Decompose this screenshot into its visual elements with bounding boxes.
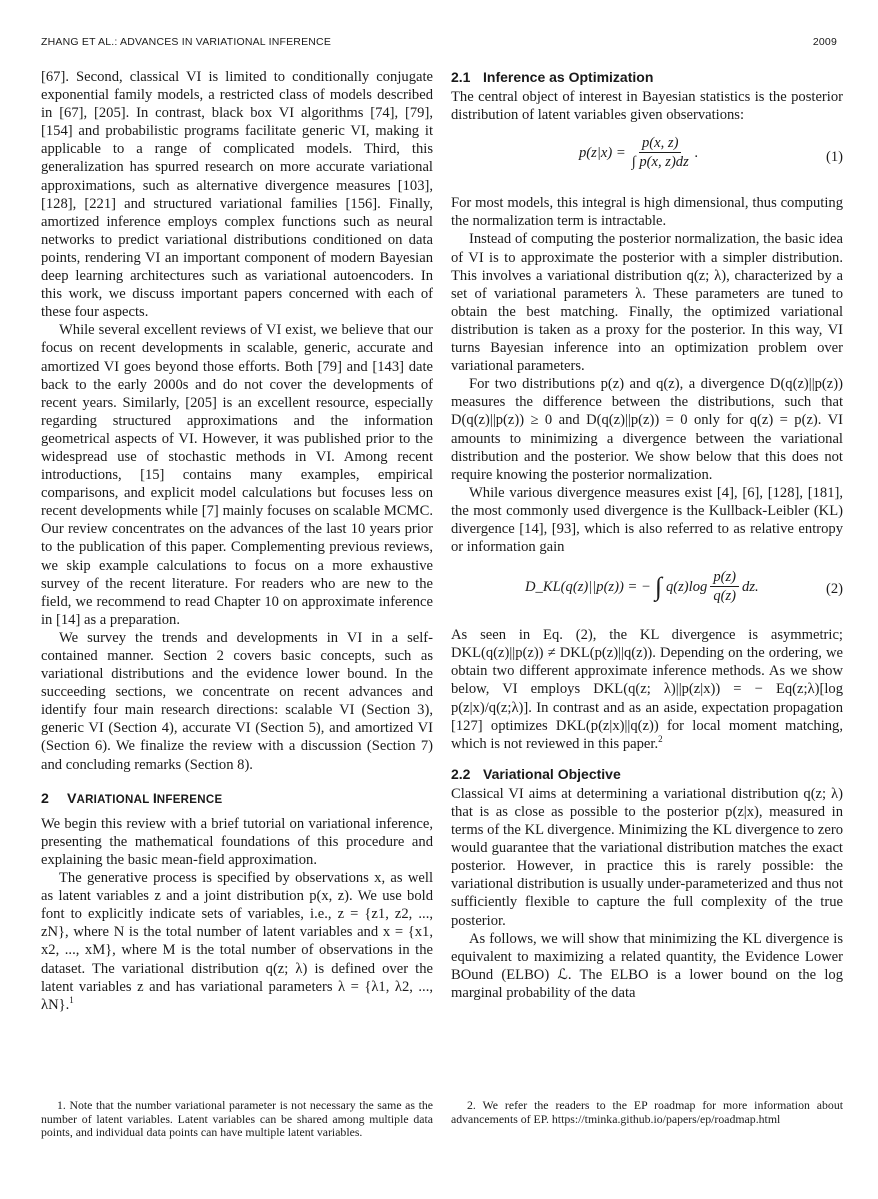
eq2-denominator: q(z) xyxy=(713,588,737,605)
eq1-numerator: p(x, z) xyxy=(639,134,681,153)
right-column xyxy=(451,68,843,1002)
section-title-part: ARIATIONAL xyxy=(76,793,153,806)
paragraph: For most models, this integral is high dimensional, thus computing the normalization term is intractable. xyxy=(451,195,843,230)
paragraph: We begin this review with a brief tutorial on variational inference, presenting the mathematical foundations of this procedure and explaining the basic mean-field approximation. xyxy=(41,815,433,868)
paragraph: The central object of interest in Bayesian statistics is the posterior distribution of latent variables given observations: xyxy=(451,89,843,124)
eq2-mid: q(z)log xyxy=(665,578,708,595)
footnote-mark: 1 xyxy=(69,994,74,1005)
eq1-tail: . xyxy=(694,144,699,161)
subsection-title: Variational Objective xyxy=(483,765,621,782)
subsection-heading xyxy=(451,68,843,86)
page-number: 2009 xyxy=(812,36,837,48)
paragraph: As seen in Eq. (2), the KL divergence is asymmetric; DKL(q(z)||p(z)) ≠ DKL(p(z)||q(z)). Depending on the ordering, we obtain two different approximate inference methods. As we show below, VI employs DKL(q(z; λ)||p(z|x)) = − Eq(z;λ)[log p(z|x)/q(z;λ)]. In contrast and as an aside, expectation propagation [127] optimizes DKL(p(z|x)||q(z)) for local moment matching, which is not reviewed in this paper.$^2$ xyxy=(451,627,843,752)
footnote-right xyxy=(451,1099,843,1126)
running-head xyxy=(41,36,837,52)
running-title: ZHANG ET AL.: ADVANCES IN VARIATIONAL INFERENCE xyxy=(41,36,332,48)
equation-1 xyxy=(451,128,843,186)
section-title-v: V xyxy=(67,790,77,807)
subsection-number: 2.2 xyxy=(451,765,471,782)
integral-sign: ∫ xyxy=(654,571,662,601)
eq1-lhs: p(z|x) = xyxy=(579,144,626,161)
eq1-fraction xyxy=(629,134,692,171)
section-number: 2 xyxy=(41,790,49,807)
paragraph: Instead of computing the posterior normalization, the basic idea of VI is to approximate the posterior with a simpler distribution. This involves a variational distribution q(z; λ), characterized by a set of variational parameters λ. These parameters are tuned to obtain the best matching. Finally, the optimized variational distribution is taken as a proxy for the posterior. In this way, VI turns Bayesian inference into an optimization problem over variational parameters. xyxy=(451,231,843,375)
section-title-i: I xyxy=(152,790,157,807)
eq2-tail: dz. xyxy=(742,578,759,595)
equation-2 xyxy=(451,564,843,618)
footnote-text: 1. Note that the number variational parameter is not necessary the same as the number of latent variables. Latent variables can be shared among multiple data points, and individual data points can have multiple latent variables. xyxy=(41,1098,433,1140)
equation-label: (1) xyxy=(825,149,843,166)
paragraph: As follows, we will show that minimizing the KL divergence is equivalent to maximizing a related quantity, the Evidence Lower BOund (ELBO) ℒ. The ELBO is a lower bound on the log marginal probability of the data xyxy=(451,930,843,1001)
paragraph: We survey the trends and developments in VI in a self-contained manner. Section 2 covers basic concepts, such as variational distributions and the evidence lower bound. In the succeeding sections, we concentrate on recent advances and identify four main research directions: scalable VI (Section 3), generic VI (Section 4), accurate VI (Section 5), and amortized VI (Section 6). We finalize the review with a discussion (Section 7) and concluding remarks (Section 8). xyxy=(41,629,433,773)
eq2-numerator: p(z) xyxy=(710,568,739,587)
subsection-heading xyxy=(451,765,843,783)
subsection-title: Inference as Optimization xyxy=(483,69,654,85)
left-column xyxy=(41,68,433,1014)
equation-label: (2) xyxy=(825,581,843,598)
paragraph: Classical VI aims at determining a variational distribution q(z; λ) that is as close as possible to the posterior p(z|x), measured in terms of the KL divergence. Minimizing the KL divergence to zero would guarantee that the variational distribution matches the exact posterior. However, in practice this is rarely possible: the variational distribution is usually under-parameterized and thus not sufficiently flexible to capture the full complexity of the true posterior. xyxy=(451,785,843,929)
paragraph: For two distributions p(z) and q(z), a divergence D(q(z)||p(z)) measures the difference between the distributions, such that D(q(z)||p(z)) ≥ 0 and D(q(z)||p(z)) = 0 only for q(z) = p(z). VI amounts to minimizing a divergence between the variational distribution and the posterior. We show below that this does not require knowing the posterior normalization. xyxy=(451,376,843,483)
paragraph: [67]. Second, classical VI is limited to conditionally conjugate exponential family models, a restricted class of models described in [67], [205]. In contrast, black box VI algorithms [74], [79], [154] and probabilistic programs facilitate generic VI, making it applicable to a range of complicated models. Third, this generalization has spurred research on more accurate variational approximations, such as alternative divergence measures [103], [128], [221] and structured variational families [156]. Finally, amortized inference employs complex functions such as neural networks to predict variational distributions conditioned on data points, rendering VI an important component of modern Bayesian deep learning architectures such as variational autoencoders. In this work, we discuss important papers concerned with each of these four aspects. xyxy=(41,69,433,321)
footnote-mark: 2 xyxy=(658,733,663,744)
section-heading xyxy=(41,790,433,809)
eq2-lhs: D_KL(q(z)||p(z)) = − xyxy=(525,578,651,595)
subsection-number: 2.1 xyxy=(451,69,471,85)
footnote-left xyxy=(41,1099,433,1140)
eq2-fraction xyxy=(710,568,739,605)
paragraph: The generative process is specified by observations x, as well as latent variables z and a joint distribution p(x, z). We use bold font to explicitly indicate sets of variables, i.e., z = {z1, z2, ..., zN}, where N is the total number of latent variables and x = {x1, x2, ..., xM}, where M is the total number of observations in the dataset. The variational distribution q(z; λ) is defined over the latent variables z and has variational parameters λ = {λ1, λ2, ..., λN}.$^1$ xyxy=(41,870,433,1013)
paragraph: While various divergence measures exist [4], [6], [128], [181], the most commonly used divergence is the Kullback-Leibler (KL) divergence [14], [93], which is also referred to as relative entropy or information gain xyxy=(451,484,843,556)
paragraph: While several excellent reviews of VI exist, we believe that our focus on recent developments in scalable, generic, accurate and amortized VI goes beyond those efforts. Both [79] and [143] date back to the early 2000s and do not cover the developments of recent years. Similarly, [205] is an excellent resource, especially regarding structured approximations and the information geometrical aspects of VI. However, it was published prior to the widespread use of stochastic methods in VI. Among recent introductions, [15] contains many examples, empirical comparisons, and explicit model calculations but focuses less on recent developments while [7] mainly focuses on scalable MCMC. Our review concentrates on the advances of the last 10 years prior to the publication of this paper. Complementing previous reviews, we skip example calculations to focus on a more exhaustive survey of the recent literature. For readers who are new to the field, we recommend to read Chapter 10 on approximate inference in [14] as a preparation. xyxy=(41,322,433,628)
eq1-denominator: ∫ p(x, z)dz xyxy=(631,154,689,171)
footnote-text: 2. We refer the readers to the EP roadmap for more information about advancements of EP. https://tminka.github.io/papers/ep/roadmap.html xyxy=(451,1098,843,1126)
section-title-part: NFERENCE xyxy=(156,793,223,806)
